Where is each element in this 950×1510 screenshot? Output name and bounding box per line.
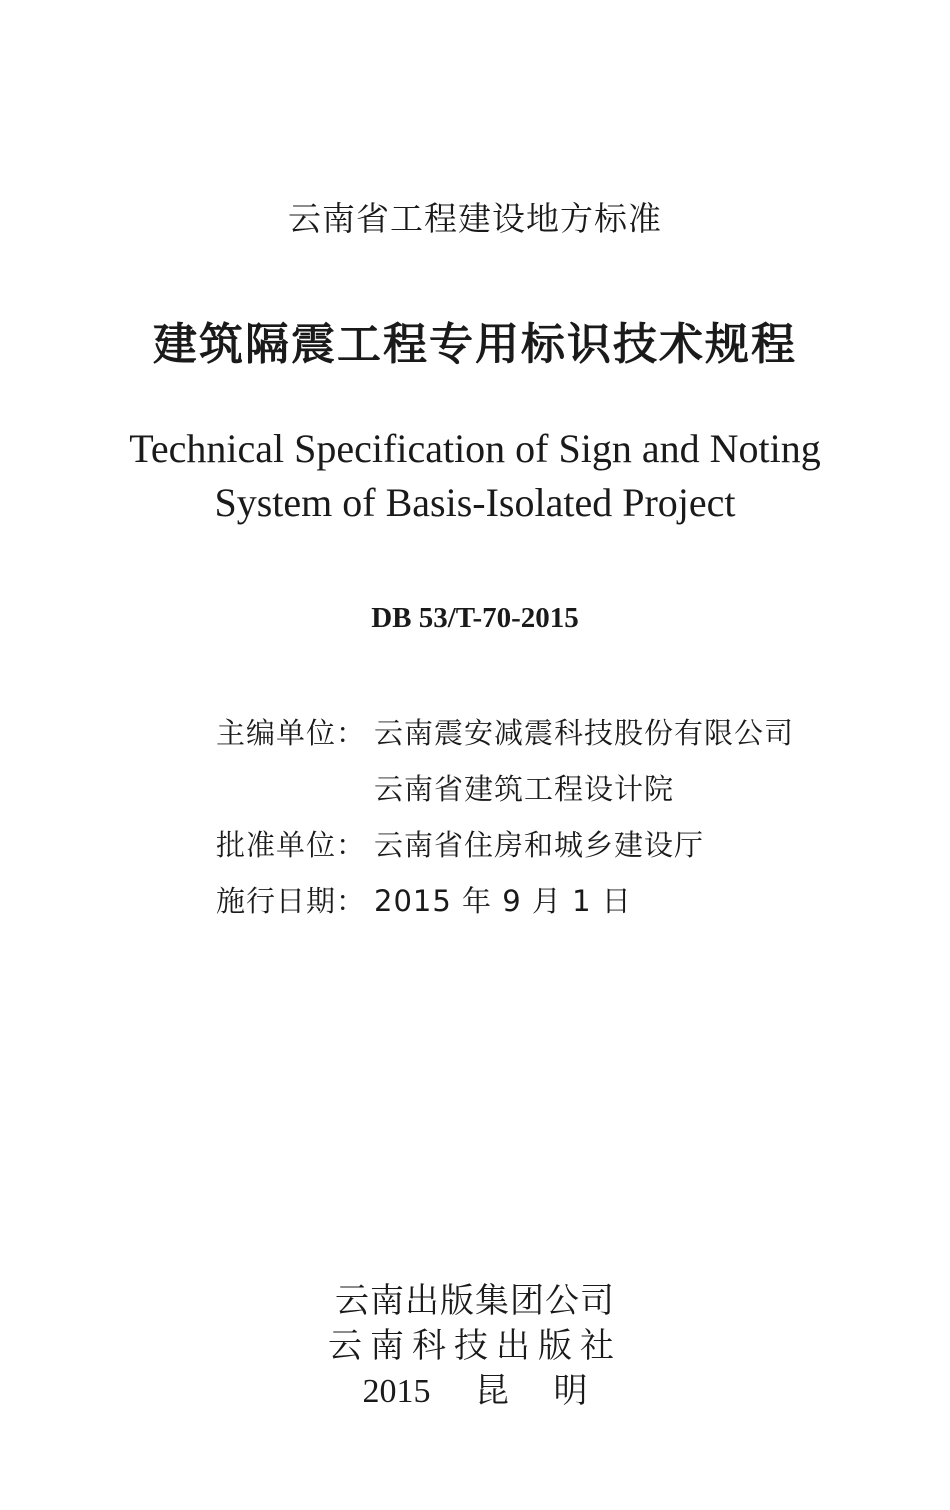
- editor-value-2: 云南省建筑工程设计院: [374, 772, 675, 806]
- publication-city-char-2: 明: [553, 1371, 588, 1411]
- publication-info: [216, 708, 856, 932]
- publisher-press: 云南科技出版社: [328, 1326, 622, 1366]
- standard-series: 云南省工程建设地方标准: [288, 199, 662, 238]
- publication-year: 2015: [362, 1373, 431, 1410]
- editor-row: [216, 708, 856, 764]
- editor-value-1: 云南震安减震科技股份有限公司: [374, 716, 795, 750]
- approver-label: 批准单位：: [216, 828, 367, 862]
- effective-date-row: [216, 876, 856, 932]
- editor-label: 主编单位：: [216, 716, 367, 750]
- publication-year-city: [0, 1370, 950, 1413]
- approver-value: 云南省住房和城乡建设厅: [374, 828, 705, 862]
- english-title-line-2: System of Basis-Isolated Project: [214, 480, 736, 525]
- english-title-line-1: Technical Specification of Sign and Noting: [129, 426, 821, 471]
- chinese-title: 建筑隔震工程专用标识技术规程: [153, 319, 797, 370]
- effective-date-label: 施行日期：: [216, 884, 367, 918]
- publisher-group: 云南出版集团公司: [335, 1281, 615, 1321]
- publication-city-char-1: 昆: [475, 1371, 509, 1411]
- standard-code: DB 53/T-70-2015: [371, 602, 579, 634]
- editor-row-2: [216, 764, 856, 820]
- effective-date-value: 2015 年 9 月 1 日: [374, 884, 632, 918]
- approver-row: [216, 820, 856, 876]
